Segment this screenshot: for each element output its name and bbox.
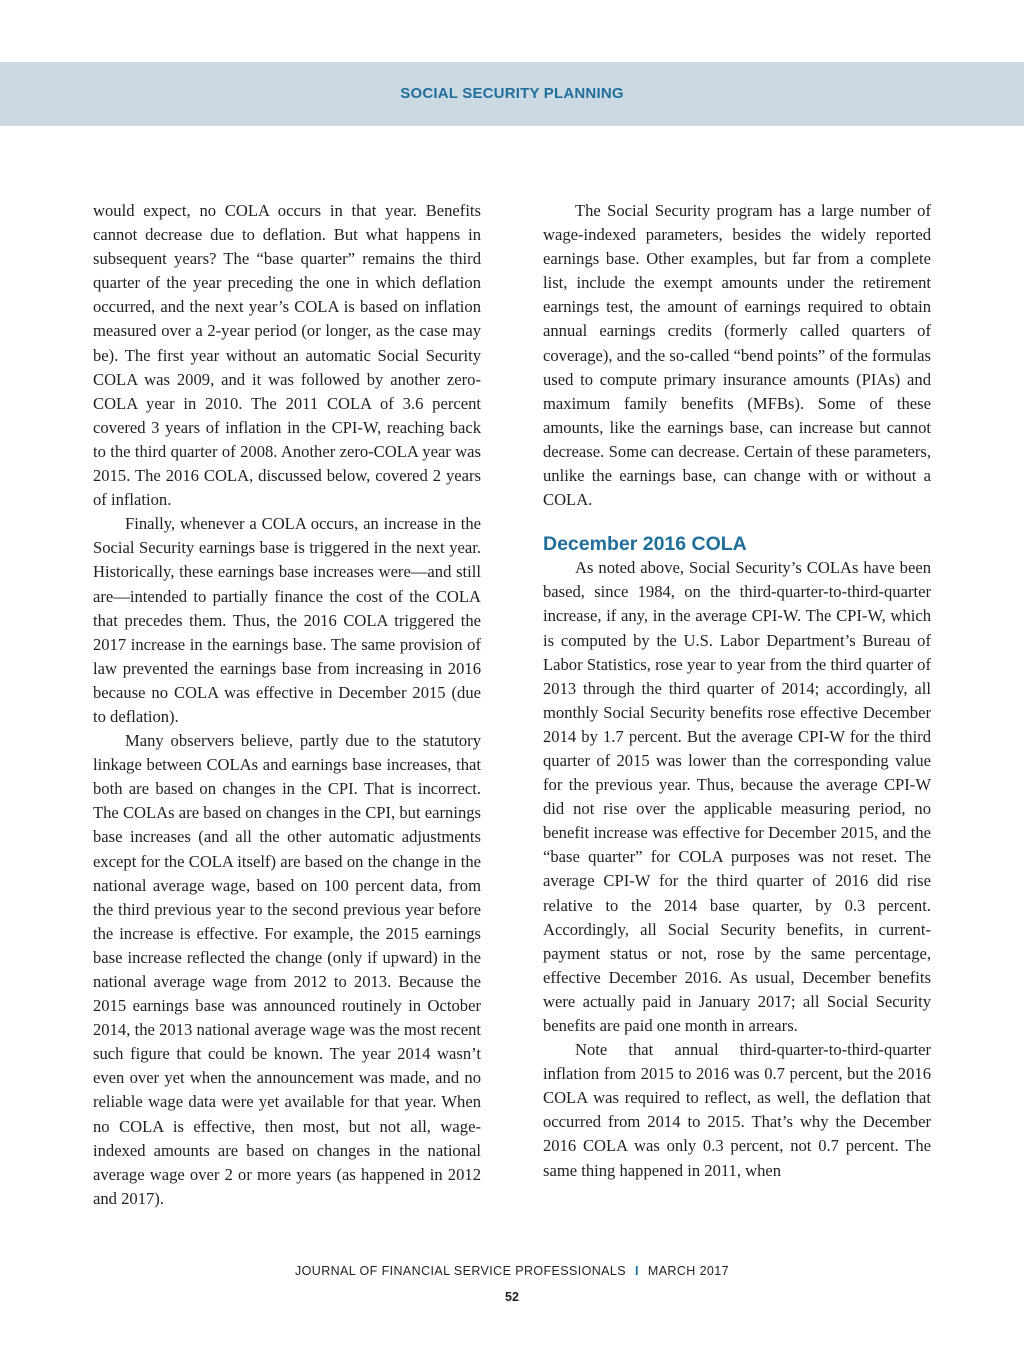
paragraph: would expect, no COLA occurs in that year. Benefits cannot decrease due to deflation. But what happens in subsequent years? The “base quarter” remains the third quarter of the year preceding the one in which deflation occurred, and the next year’s COLA is based on inflation measured over a 2-year period (or longer, as the case may be). The first year without an automatic Social Security COLA was 2009, and it was followed by another zero-COLA year in 2010. The 2011 COLA of 3.6 percent covered 3 years of inflation in the CPI-W, reaching back to the third quarter of 2008. Another zero-COLA year was 2015. The 2016 COLA, discussed below, covered 2 years of inflation.	[93, 201, 481, 510]
section-header-band	[0, 62, 1024, 126]
paragraph: Note that annual third-quarter-to-third-quarter inflation from 2015 to 2016 was 0.7 percent, but the 2016 COLA was required to reflect, as well, the deflation that occurred from 2014 to 2015. That’s why the December 2016 COLA was only 0.3 percent, not 0.7 percent. The same thing happened in 2011, when	[543, 1040, 931, 1180]
right-column	[543, 199, 931, 1183]
paragraph: Finally, whenever a COLA occurs, an increase in the Social Security earnings base is triggered in the next year. Historically, these earnings base increases were—and still are—intended to partially finance the cost of the COLA that precedes them. Thus, the 2016 COLA triggered the 2017 increase in the earnings base. The same provision of law prevented the earnings base from increasing in 2016 because no COLA was effective in December 2015 (due to deflation).	[93, 514, 481, 726]
paragraph: The Social Security program has a large number of wage-indexed parameters, besides the widely reported earnings base. Other examples, but far from a complete list, include the exempt amounts under the retirement earnings test, the amount of earnings required to obtain annual earnings credits (formerly called quarters of coverage), and the so-called “bend points” of the formulas used to compute primary insurance amounts (PIAs) and maximum family benefits (MFBs). Some of these amounts, like the earnings base, can increase but cannot decrease. Some can decrease. Certain of these parameters, unlike the earnings base, can change with or without a COLA.	[543, 201, 931, 510]
section-title: SOCIAL SECURITY PLANNING	[400, 85, 624, 102]
issue-date: MARCH 2017	[647, 1264, 729, 1278]
footer-separator: I	[635, 1264, 639, 1278]
page-footer	[0, 1264, 1024, 1278]
section-heading: December 2016 COLA	[543, 533, 747, 556]
paragraph: As noted above, Social Security’s COLAs have been based, since 1984, on the third-quarter-to-third-quarter increase, if any, in the average CPI-W. The CPI-W, which is computed by the U.S. Labor Department’s Bureau of Labor Statistics, rose year to year from the third quarter of 2013 through the third quarter of 2014; accordingly, all monthly Social Security benefits rose effective December 2014 by 1.7 percent. But the average CPI-W for the third quarter of 2015 was lower than the corresponding value for the previous year. Thus, because the average CPI-W did not rise over the applicable measuring period, no benefit increase was effective for December 2015, and the “base quarter” for COLA purposes was not reset. The average CPI-W for the third quarter of 2016 did rise relative to the 2014 base quarter, by 0.3 percent. Accordingly, all Social Security benefits, in current-payment status or not, rose by the same percentage, effective December 2016. As usual, December benefits were actually paid in January 2017; all Social Security benefits are paid one month in arrears.	[543, 558, 931, 1035]
journal-name: JOURNAL OF FINANCIAL SERVICE PROFESSIONALS	[295, 1264, 626, 1278]
left-column	[93, 199, 481, 1211]
page-number: 52	[505, 1290, 519, 1304]
paragraph: Many observers believe, partly due to the statutory linkage between COLAs and earnings base increases, that both are based on changes in the CPI. That is incorrect. The COLAs are based on changes in the CPI, but earnings base increases (and all the other automatic adjustments except for the COLA itself) are based on the change in the national average wage, based on 100 percent data, from the third previous year to the second previous year before the increase is effective. For example, the 2015 earnings base increase reflected the change (only if upward) in the national average wage from 2012 to 2013. Because the 2015 earnings base was announced routinely in October 2014, the 2013 national average wage was the most recent such figure that could be known. The year 2014 wasn’t even over yet when the announcement was made, and no reliable wage data were yet available for that year. When no COLA is effective, then most, but not all, wage-indexed amounts are based on changes in the national average wage over 2 or more years (as happened in 2012 and 2017).	[93, 731, 481, 1208]
